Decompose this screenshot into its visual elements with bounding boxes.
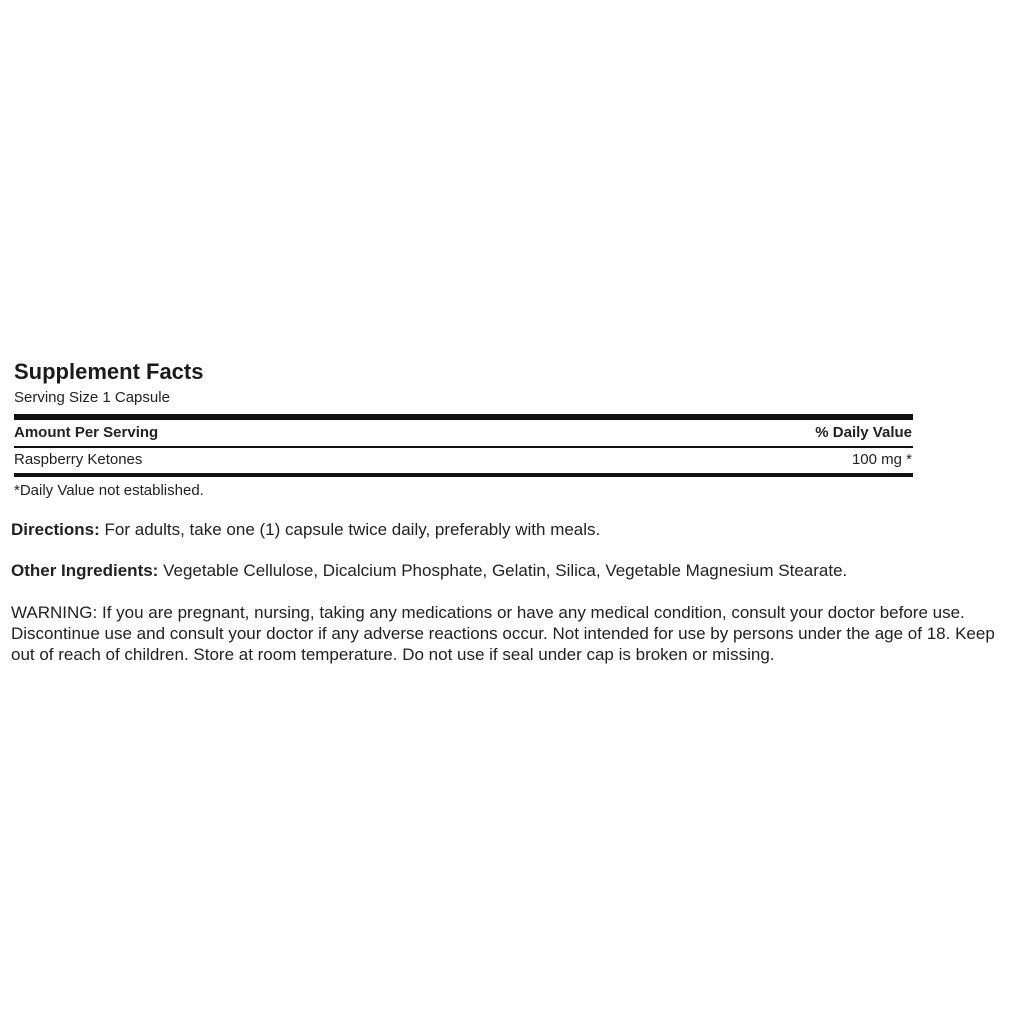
directions-text: For adults, take one (1) capsule twice daily, preferably with meals. [99, 520, 601, 539]
facts-title: Supplement Facts [14, 359, 204, 384]
facts-header-row [14, 420, 913, 446]
daily-value-heading: % Daily Value [815, 424, 912, 441]
amount-per-serving-heading: Amount Per Serving [14, 424, 159, 441]
warning-paragraph: WARNING: If you are pregnant, nursing, taking any medications or have any medical condition, consult your doctor before use. Discontinue use and consult your doctor if any adverse reactions occur. Not intended for use by persons under the age of 18. Keep out of reach of children. Store at room temperature. Do not use if seal under cap is broken or missing. [11, 603, 995, 664]
directions-label: Directions: [11, 520, 100, 539]
other-ingredients-paragraph [11, 560, 1011, 581]
other-ingredients-label: Other Ingredients: [11, 561, 159, 580]
facts-row [14, 448, 913, 473]
other-ingredients-text: Vegetable Cellulose, Dicalcium Phosphate, Gelatin, Silica, Vegetable Magnesium Stearate. [158, 561, 848, 580]
bottom-divider [14, 473, 913, 477]
serving-size: Serving Size 1 Capsule [14, 389, 170, 406]
directions-paragraph [11, 519, 1011, 540]
ingredient-name: Raspberry Ketones [14, 451, 143, 468]
supplement-facts-panel [14, 359, 913, 501]
ingredient-amount: 100 mg * [851, 451, 912, 468]
daily-value-footnote: *Daily Value not established. [14, 482, 204, 499]
